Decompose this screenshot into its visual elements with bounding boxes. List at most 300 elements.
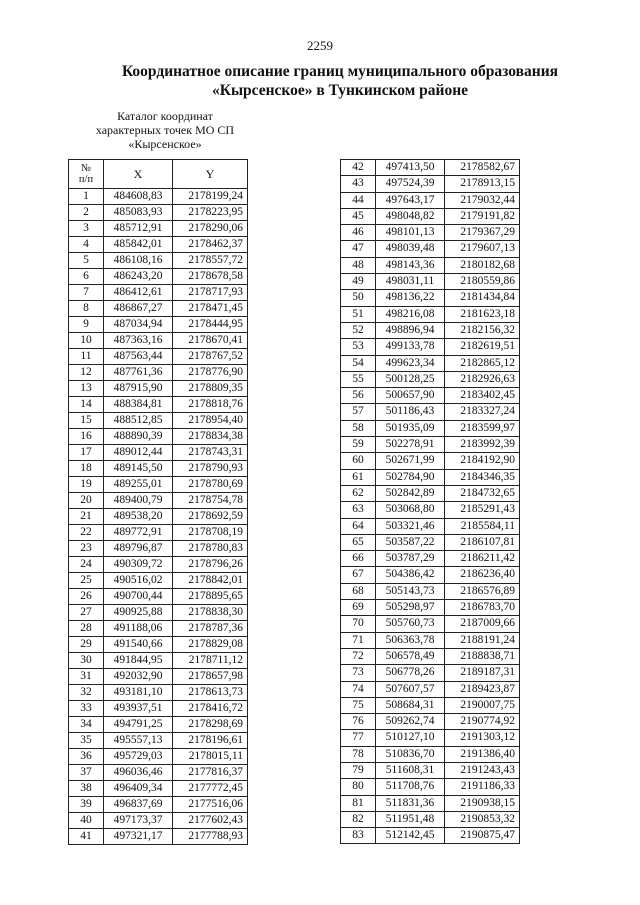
y-coordinate-cell: 2178670,41	[173, 333, 248, 349]
table-row	[341, 257, 520, 273]
table-row	[69, 557, 248, 573]
y-coordinate-cell: 2178829,08	[173, 637, 248, 653]
table-row	[69, 541, 248, 557]
y-coordinate-cell: 2177602,43	[173, 813, 248, 829]
y-coordinate-cell: 2184346,35	[445, 469, 520, 485]
point-number-cell: 50	[341, 290, 376, 306]
point-number-cell: 61	[341, 469, 376, 485]
table-row	[69, 829, 248, 845]
table-row	[341, 469, 520, 485]
point-number-cell: 15	[69, 413, 104, 429]
table-row	[69, 685, 248, 701]
point-number-cell: 51	[341, 306, 376, 322]
x-coordinate-cell: 502671,99	[376, 453, 445, 469]
point-number-cell: 31	[69, 669, 104, 685]
table-row	[69, 733, 248, 749]
y-coordinate-cell: 2178743,31	[173, 445, 248, 461]
table-row	[69, 765, 248, 781]
point-number-cell: 23	[69, 541, 104, 557]
y-coordinate-cell: 2178582,67	[445, 160, 520, 176]
point-number-cell: 36	[69, 749, 104, 765]
table-row	[69, 637, 248, 653]
x-coordinate-cell: 499133,78	[376, 339, 445, 355]
x-coordinate-cell: 503321,46	[376, 518, 445, 534]
point-number-cell: 29	[69, 637, 104, 653]
point-number-cell: 67	[341, 567, 376, 583]
x-coordinate-cell: 498031,11	[376, 274, 445, 290]
y-coordinate-cell: 2178776,90	[173, 365, 248, 381]
table-row	[341, 371, 520, 387]
table-row	[341, 176, 520, 192]
x-coordinate-cell: 487761,36	[104, 365, 173, 381]
header-x: X	[104, 160, 173, 189]
table-row	[341, 274, 520, 290]
table-row	[341, 339, 520, 355]
table-header-row	[69, 160, 248, 189]
x-coordinate-cell: 510836,70	[376, 746, 445, 762]
y-coordinate-cell: 2182619,51	[445, 339, 520, 355]
x-coordinate-cell: 499623,34	[376, 355, 445, 371]
x-coordinate-cell: 501186,43	[376, 404, 445, 420]
header-number-abbr: п/п	[78, 174, 94, 185]
y-coordinate-cell: 2177816,37	[173, 765, 248, 781]
y-coordinate-cell: 2178462,37	[173, 237, 248, 253]
table-row	[69, 221, 248, 237]
point-number-cell: 54	[341, 355, 376, 371]
table-row	[69, 797, 248, 813]
y-coordinate-cell: 2179191,82	[445, 208, 520, 224]
y-coordinate-cell: 2182926,63	[445, 371, 520, 387]
table-row	[69, 349, 248, 365]
x-coordinate-cell: 485712,91	[104, 221, 173, 237]
point-number-cell: 58	[341, 420, 376, 436]
point-number-cell: 12	[69, 365, 104, 381]
y-coordinate-cell: 2178557,72	[173, 253, 248, 269]
y-coordinate-cell: 2179367,29	[445, 225, 520, 241]
x-coordinate-cell: 496036,46	[104, 765, 173, 781]
x-coordinate-cell: 485842,01	[104, 237, 173, 253]
table-row	[69, 589, 248, 605]
table-row	[69, 381, 248, 397]
point-number-cell: 27	[69, 605, 104, 621]
point-number-cell: 19	[69, 477, 104, 493]
point-number-cell: 14	[69, 397, 104, 413]
table-row	[341, 225, 520, 241]
point-number-cell: 52	[341, 322, 376, 338]
point-number-cell: 18	[69, 461, 104, 477]
y-coordinate-cell: 2178913,15	[445, 176, 520, 192]
table-row	[341, 437, 520, 453]
point-number-cell: 30	[69, 653, 104, 669]
point-number-cell: 1	[69, 189, 104, 205]
y-coordinate-cell: 2185584,11	[445, 518, 520, 534]
y-coordinate-cell: 2178678,58	[173, 269, 248, 285]
point-number-cell: 28	[69, 621, 104, 637]
title-line-1: Координатное описание границ муниципального образования	[121, 63, 559, 80]
table-row	[69, 477, 248, 493]
point-number-cell: 49	[341, 274, 376, 290]
x-coordinate-cell: 494791,25	[104, 717, 173, 733]
x-coordinate-cell: 502278,91	[376, 437, 445, 453]
x-coordinate-cell: 503787,29	[376, 551, 445, 567]
y-coordinate-cell: 2178223,95	[173, 205, 248, 221]
table-row	[341, 795, 520, 811]
x-coordinate-cell: 498101,13	[376, 225, 445, 241]
x-coordinate-cell: 500128,25	[376, 371, 445, 387]
y-coordinate-cell: 2178199,24	[173, 189, 248, 205]
table-row	[69, 717, 248, 733]
table-row	[69, 365, 248, 381]
coordinates-table-right	[340, 159, 520, 844]
point-number-cell: 21	[69, 509, 104, 525]
y-coordinate-cell: 2178780,69	[173, 477, 248, 493]
point-number-cell: 13	[69, 381, 104, 397]
y-coordinate-cell: 2178754,78	[173, 493, 248, 509]
table-row	[341, 420, 520, 436]
point-number-cell: 47	[341, 241, 376, 257]
y-coordinate-cell: 2178809,35	[173, 381, 248, 397]
point-number-cell: 71	[341, 632, 376, 648]
table-row	[341, 762, 520, 778]
table-caption	[70, 109, 260, 151]
x-coordinate-cell: 510127,10	[376, 730, 445, 746]
table-row	[69, 445, 248, 461]
point-number-cell: 76	[341, 714, 376, 730]
table-row	[69, 237, 248, 253]
x-coordinate-cell: 487034,94	[104, 317, 173, 333]
x-coordinate-cell: 505760,73	[376, 616, 445, 632]
y-coordinate-cell: 2185291,43	[445, 502, 520, 518]
x-coordinate-cell: 496837,69	[104, 797, 173, 813]
table-row	[341, 665, 520, 681]
point-number-cell: 63	[341, 502, 376, 518]
point-number-cell: 39	[69, 797, 104, 813]
point-number-cell: 6	[69, 269, 104, 285]
table-row	[341, 779, 520, 795]
x-coordinate-cell: 506578,49	[376, 648, 445, 664]
point-number-cell: 75	[341, 697, 376, 713]
y-coordinate-cell: 2183992,39	[445, 437, 520, 453]
y-coordinate-cell: 2178790,93	[173, 461, 248, 477]
y-coordinate-cell: 2177788,93	[173, 829, 248, 845]
x-coordinate-cell: 495729,03	[104, 749, 173, 765]
x-coordinate-cell: 505143,73	[376, 583, 445, 599]
x-coordinate-cell: 489400,79	[104, 493, 173, 509]
x-coordinate-cell: 507607,57	[376, 681, 445, 697]
point-number-cell: 60	[341, 453, 376, 469]
point-number-cell: 4	[69, 237, 104, 253]
point-number-cell: 33	[69, 701, 104, 717]
y-coordinate-cell: 2178711,12	[173, 653, 248, 669]
point-number-cell: 65	[341, 534, 376, 550]
y-coordinate-cell: 2186107,81	[445, 534, 520, 550]
x-coordinate-cell: 504386,42	[376, 567, 445, 583]
point-number-cell: 9	[69, 317, 104, 333]
x-coordinate-cell: 484608,83	[104, 189, 173, 205]
y-coordinate-cell: 2183327,24	[445, 404, 520, 420]
table-row	[341, 534, 520, 550]
x-coordinate-cell: 491844,95	[104, 653, 173, 669]
x-coordinate-cell: 511951,48	[376, 811, 445, 827]
x-coordinate-cell: 496409,34	[104, 781, 173, 797]
y-coordinate-cell: 2189187,31	[445, 665, 520, 681]
point-number-cell: 2	[69, 205, 104, 221]
y-coordinate-cell: 2188191,24	[445, 632, 520, 648]
table-row	[341, 616, 520, 632]
table-row	[341, 648, 520, 664]
y-coordinate-cell: 2191186,33	[445, 779, 520, 795]
x-coordinate-cell: 506778,26	[376, 665, 445, 681]
x-coordinate-cell: 502784,90	[376, 469, 445, 485]
table-row	[341, 453, 520, 469]
x-coordinate-cell: 486243,20	[104, 269, 173, 285]
point-number-cell: 35	[69, 733, 104, 749]
point-number-cell: 57	[341, 404, 376, 420]
x-coordinate-cell: 489772,91	[104, 525, 173, 541]
y-coordinate-cell: 2178196,61	[173, 733, 248, 749]
y-coordinate-cell: 2178416,72	[173, 701, 248, 717]
y-coordinate-cell: 2190938,15	[445, 795, 520, 811]
table-row	[69, 317, 248, 333]
point-number-cell: 82	[341, 811, 376, 827]
table-row	[341, 388, 520, 404]
header-number-symbol: №	[80, 163, 92, 174]
y-coordinate-cell: 2178298,69	[173, 717, 248, 733]
y-coordinate-cell: 2190875,47	[445, 828, 520, 844]
caption-line-2: характерных точек МО СП	[95, 123, 235, 137]
y-coordinate-cell: 2186783,70	[445, 600, 520, 616]
x-coordinate-cell: 489796,87	[104, 541, 173, 557]
y-coordinate-cell: 2178838,30	[173, 605, 248, 621]
table-row	[69, 413, 248, 429]
y-coordinate-cell: 2179607,13	[445, 241, 520, 257]
table-body-right	[341, 160, 520, 844]
x-coordinate-cell: 497524,39	[376, 176, 445, 192]
table-row	[69, 749, 248, 765]
table-row	[341, 714, 520, 730]
point-number-cell: 24	[69, 557, 104, 573]
x-coordinate-cell: 500657,90	[376, 388, 445, 404]
table-row	[341, 632, 520, 648]
y-coordinate-cell: 2178787,36	[173, 621, 248, 637]
point-number-cell: 74	[341, 681, 376, 697]
point-number-cell: 25	[69, 573, 104, 589]
point-number-cell: 26	[69, 589, 104, 605]
x-coordinate-cell: 488384,81	[104, 397, 173, 413]
y-coordinate-cell: 2190774,92	[445, 714, 520, 730]
table-row	[341, 355, 520, 371]
x-coordinate-cell: 490309,72	[104, 557, 173, 573]
x-coordinate-cell: 490925,88	[104, 605, 173, 621]
x-coordinate-cell: 485083,93	[104, 205, 173, 221]
x-coordinate-cell: 498896,94	[376, 322, 445, 338]
y-coordinate-cell: 2178613,73	[173, 685, 248, 701]
table-body-left	[69, 189, 248, 845]
title-line-2: «Кырсенское» в Тункинском районе	[211, 82, 469, 99]
table-row	[341, 160, 520, 176]
y-coordinate-cell: 2178954,40	[173, 413, 248, 429]
point-number-cell: 53	[341, 339, 376, 355]
x-coordinate-cell: 498039,48	[376, 241, 445, 257]
page-number: 2259	[307, 38, 333, 53]
point-number-cell: 68	[341, 583, 376, 599]
x-coordinate-cell: 492032,90	[104, 669, 173, 685]
point-number-cell: 46	[341, 225, 376, 241]
x-coordinate-cell: 493937,51	[104, 701, 173, 717]
table-row	[341, 502, 520, 518]
y-coordinate-cell: 2184732,65	[445, 485, 520, 501]
point-number-cell: 77	[341, 730, 376, 746]
table-row	[341, 241, 520, 257]
point-number-cell: 42	[341, 160, 376, 176]
point-number-cell: 3	[69, 221, 104, 237]
coordinates-table-left	[68, 159, 248, 845]
y-coordinate-cell: 2186576,89	[445, 583, 520, 599]
table-row	[341, 730, 520, 746]
x-coordinate-cell: 497173,37	[104, 813, 173, 829]
point-number-cell: 11	[69, 349, 104, 365]
table-row	[69, 509, 248, 525]
y-coordinate-cell: 2184192,90	[445, 453, 520, 469]
x-coordinate-cell: 498136,22	[376, 290, 445, 306]
table-row	[69, 269, 248, 285]
point-number-cell: 22	[69, 525, 104, 541]
table-row	[341, 192, 520, 208]
point-number-cell: 34	[69, 717, 104, 733]
point-number-cell: 5	[69, 253, 104, 269]
table-row	[341, 404, 520, 420]
point-number-cell: 38	[69, 781, 104, 797]
point-number-cell: 56	[341, 388, 376, 404]
table-row	[341, 518, 520, 534]
x-coordinate-cell: 493181,10	[104, 685, 173, 701]
point-number-cell: 83	[341, 828, 376, 844]
table-row	[69, 573, 248, 589]
x-coordinate-cell: 509262,74	[376, 714, 445, 730]
table-row	[69, 605, 248, 621]
y-coordinate-cell: 2189423,87	[445, 681, 520, 697]
table-row	[341, 485, 520, 501]
y-coordinate-cell: 2177772,45	[173, 781, 248, 797]
y-coordinate-cell: 2180182,68	[445, 257, 520, 273]
point-number-cell: 59	[341, 437, 376, 453]
y-coordinate-cell: 2178708,19	[173, 525, 248, 541]
point-number-cell: 40	[69, 813, 104, 829]
y-coordinate-cell: 2181434,84	[445, 290, 520, 306]
point-number-cell: 8	[69, 301, 104, 317]
point-number-cell: 55	[341, 371, 376, 387]
point-number-cell: 79	[341, 762, 376, 778]
y-coordinate-cell: 2182156,32	[445, 322, 520, 338]
document-title	[60, 62, 620, 100]
table-row	[69, 813, 248, 829]
x-coordinate-cell: 489255,01	[104, 477, 173, 493]
point-number-cell: 10	[69, 333, 104, 349]
x-coordinate-cell: 512142,45	[376, 828, 445, 844]
x-coordinate-cell: 497321,17	[104, 829, 173, 845]
table-row	[69, 205, 248, 221]
x-coordinate-cell: 488512,85	[104, 413, 173, 429]
y-coordinate-cell: 2181623,18	[445, 306, 520, 322]
y-coordinate-cell: 2178471,45	[173, 301, 248, 317]
y-coordinate-cell: 2183599,97	[445, 420, 520, 436]
point-number-cell: 81	[341, 795, 376, 811]
point-number-cell: 72	[341, 648, 376, 664]
x-coordinate-cell: 503587,22	[376, 534, 445, 550]
y-coordinate-cell: 2179032,44	[445, 192, 520, 208]
x-coordinate-cell: 487563,44	[104, 349, 173, 365]
x-coordinate-cell: 508684,31	[376, 697, 445, 713]
x-coordinate-cell: 498216,08	[376, 306, 445, 322]
x-coordinate-cell: 491188,06	[104, 621, 173, 637]
y-coordinate-cell: 2178444,95	[173, 317, 248, 333]
point-number-cell: 73	[341, 665, 376, 681]
x-coordinate-cell: 511708,76	[376, 779, 445, 795]
x-coordinate-cell: 505298,97	[376, 600, 445, 616]
point-number-cell: 41	[69, 829, 104, 845]
x-coordinate-cell: 498143,36	[376, 257, 445, 273]
table-row	[69, 285, 248, 301]
point-number-cell: 62	[341, 485, 376, 501]
y-coordinate-cell: 2178290,06	[173, 221, 248, 237]
caption-line-3: «Кырсенское»	[128, 137, 202, 151]
y-coordinate-cell: 2177516,06	[173, 797, 248, 813]
point-number-cell: 7	[69, 285, 104, 301]
table-row	[69, 301, 248, 317]
x-coordinate-cell: 489145,50	[104, 461, 173, 477]
table-row	[341, 567, 520, 583]
point-number-cell: 48	[341, 257, 376, 273]
y-coordinate-cell: 2190007,75	[445, 697, 520, 713]
y-coordinate-cell: 2178657,98	[173, 669, 248, 685]
point-number-cell: 16	[69, 429, 104, 445]
y-coordinate-cell: 2178895,65	[173, 589, 248, 605]
table-row	[69, 621, 248, 637]
table-row	[341, 306, 520, 322]
x-coordinate-cell: 511608,31	[376, 762, 445, 778]
table-row	[69, 653, 248, 669]
y-coordinate-cell: 2178015,11	[173, 749, 248, 765]
table-row	[341, 746, 520, 762]
x-coordinate-cell: 511831,36	[376, 795, 445, 811]
table-row	[341, 551, 520, 567]
x-coordinate-cell: 487915,90	[104, 381, 173, 397]
table-row	[69, 701, 248, 717]
table-row	[341, 600, 520, 616]
header-y: Y	[173, 160, 248, 189]
y-coordinate-cell: 2178692,59	[173, 509, 248, 525]
x-coordinate-cell: 498048,82	[376, 208, 445, 224]
point-number-cell: 44	[341, 192, 376, 208]
table-row	[341, 290, 520, 306]
table-row	[69, 525, 248, 541]
x-coordinate-cell: 486108,16	[104, 253, 173, 269]
x-coordinate-cell: 490516,02	[104, 573, 173, 589]
table-row	[341, 322, 520, 338]
x-coordinate-cell: 497643,17	[376, 192, 445, 208]
table-row	[69, 461, 248, 477]
y-coordinate-cell: 2191386,40	[445, 746, 520, 762]
point-number-cell: 70	[341, 616, 376, 632]
point-number-cell: 17	[69, 445, 104, 461]
table-row	[69, 429, 248, 445]
x-coordinate-cell: 486867,27	[104, 301, 173, 317]
x-coordinate-cell: 487363,16	[104, 333, 173, 349]
point-number-cell: 64	[341, 518, 376, 534]
x-coordinate-cell: 506363,78	[376, 632, 445, 648]
y-coordinate-cell: 2178834,38	[173, 429, 248, 445]
y-coordinate-cell: 2183402,45	[445, 388, 520, 404]
